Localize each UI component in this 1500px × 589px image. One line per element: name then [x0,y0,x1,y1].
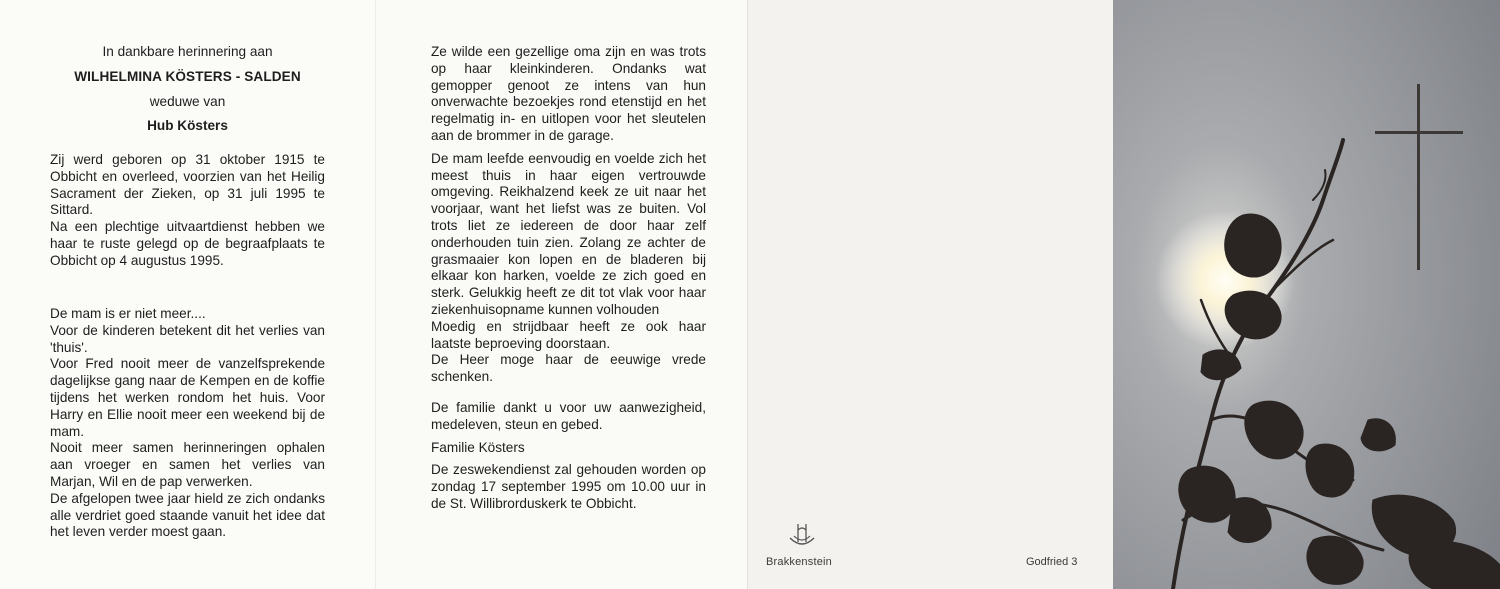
thanks-paragraph: De familie dankt u voor uw aanwezigheid, medeleven, steun en gebed. [431,399,706,432]
text-column [431,44,706,519]
branch-and-cross-photo [1113,0,1500,589]
husband-name: Hub Kösters [147,118,228,134]
prayer-line: De Heer moge haar de eeuwige vrede schenken. [431,352,706,385]
publisher-brand: Brakkenstein [766,556,832,568]
brakkenstein-logo-icon [786,520,818,552]
widow-of-line: weduwe van [149,93,226,109]
photo-panel [1113,0,1500,589]
bio-paragraph: Zij werd geboren op 31 oktober 1915 te Obbicht en overleed, voorzien van het Heilig Sacrament der Zieken, op 31 juli 1995 te Sittard. [50,152,325,218]
card-code: Godfried 3 [1026,556,1078,568]
memo-paragraph: De afgelopen twee jaar hield ze zich ondanks alle verdriet goed staande vanuit het idee dat het leven verder moest gaan. [50,490,325,540]
memo-paragraph: Nooit meer samen herinneringen ophalen aan vroeger en samen het verlies van Marjan, Wil en de pap verwerken. [50,440,325,489]
card-panel-left [0,0,375,589]
card-panel-middle [375,0,747,589]
memo-block [50,306,325,541]
story-paragraph: Ze wilde een gezellige oma zijn en was trots op haar kleinkinderen. Ondanks wat gemopper genoot ze intens van hun onverwachte bezoekjes rond etenstijd en het regelmatig in- en uitlopen voor het sleutelen aan de brommer in de garage. [431,44,706,143]
bio-block [50,152,325,270]
memo-paragraph: Voor de kinderen betekent dit het verlies van 'thuis'. [50,322,325,355]
memo-paragraph: Voor Fred nooit meer de vanzelfsprekende dagelijkse gang naar de Kempen en de koffie tijdens het werken rondom het huis. Voor Harry en Ellie nooit meer een weekend bij de mam. [50,356,325,439]
bio-paragraph: Na een plechtige uitvaartdienst hebben we haar te ruste gelegd op de begraafplaats te Obbicht op 4 augustus 1995. [50,219,325,268]
intro-line: In dankbare herinnering aan [102,44,273,59]
card-panel-blank [747,0,1113,589]
header-block [0,44,375,143]
deceased-name: WILHELMINA KÖSTERS - SALDEN [74,68,301,84]
service-paragraph: De zeswekendienst zal gehouden worden op zondag 17 september 1995 om 10.00 uur in de St. Willibrorduskerk te Obbicht. [431,462,706,511]
story-paragraph: Moedig en strijdbaar heeft ze ook haar laatste beproeving doorstaan. [431,318,706,351]
story-paragraph: De mam leefde eenvoudig en voelde zich het meest thuis in haar eigen vertrouwde omgeving. Reikhalzend keek ze uit naar het voorjaar, want het liefst was ze buiten. Vol trots liet ze iedereen de door haar zelf onderhouden tuin zien. Zolang ze achter de grasmaaier kon lopen en de bladeren bij elkaar kon harken, voelde ze zich goed en sterk. Gelukkig heeft ze dit tot vlak voor haar ziekenhuisopname kunnen volhouden [431,150,706,317]
family-signature: Familie Kösters [431,439,525,455]
memo-paragraph: De mam is er niet meer.... [50,306,206,321]
